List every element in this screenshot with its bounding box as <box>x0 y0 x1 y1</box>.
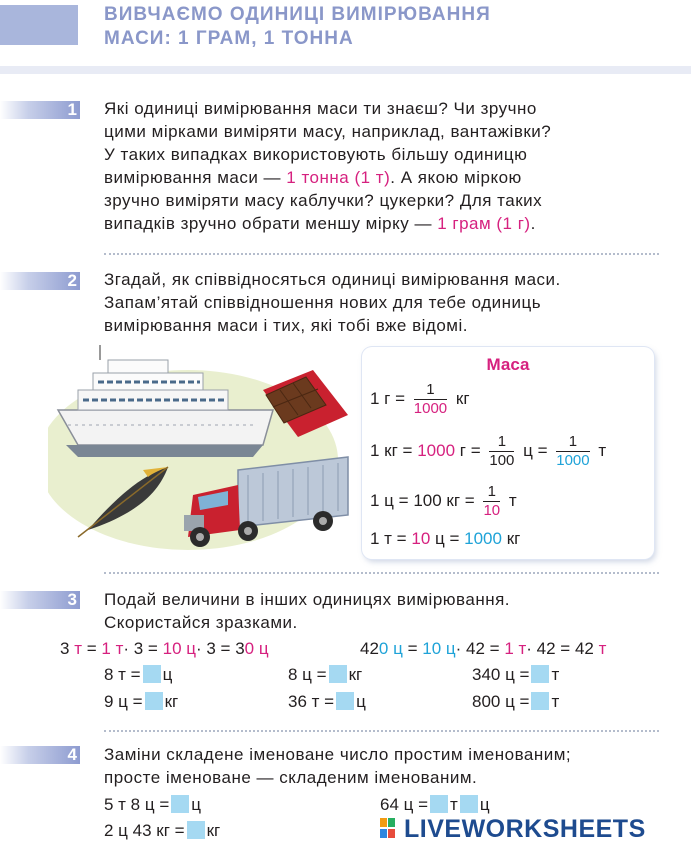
text-span: кг <box>206 821 221 840</box>
text-span: випадків зручно обрати меншу мірку — <box>104 214 438 233</box>
page-title <box>104 3 491 51</box>
value-highlight: 1000 <box>417 440 456 460</box>
mass-card <box>362 347 654 559</box>
text-span: 42 <box>360 639 379 658</box>
value-highlight: т <box>598 639 607 658</box>
answer-box[interactable] <box>531 692 549 710</box>
denominator: 100 <box>489 452 515 469</box>
dotted-divider <box>104 572 659 574</box>
text-span: ц <box>356 692 366 711</box>
text-span: · 42 = 42 <box>526 639 594 658</box>
task-number-2: 2 <box>0 272 80 290</box>
answer-box[interactable] <box>336 692 354 710</box>
fraction <box>556 433 589 470</box>
text-span: ц = <box>435 529 460 548</box>
numerator: 1 <box>483 483 500 502</box>
title-line-1: ВИВЧАЄМО ОДИНИЦІ ВИМІРЮВАННЯ <box>104 4 491 25</box>
dotted-divider <box>104 730 659 732</box>
task-number-4: 4 <box>0 746 80 764</box>
illustration <box>48 345 356 555</box>
task-1-line: Які одиниці вимірювання маси ти знаєш? Чи зручно <box>104 99 537 118</box>
answer-box[interactable] <box>145 692 163 710</box>
text-span: ц <box>479 795 490 814</box>
text-span: ц = <box>523 440 548 460</box>
dotted-divider <box>104 253 659 255</box>
text-span: 1 ц = <box>370 490 409 510</box>
task-3-text <box>104 588 510 634</box>
text-span: 64 ц = <box>380 795 429 814</box>
text-span: т <box>508 490 517 510</box>
task-1-line <box>104 166 551 189</box>
text-span: 1 т = <box>370 529 407 548</box>
task-4-line: просте іменоване — складеним іменованим. <box>104 768 478 787</box>
fraction <box>483 483 500 520</box>
text-span: кг <box>506 529 521 548</box>
example-2 <box>360 639 606 659</box>
task-3-line: Подай величини в інших одиницях вимірювання. <box>104 590 511 609</box>
text-span: 8 т = <box>104 665 141 684</box>
relation-tonne <box>370 529 520 549</box>
text-span: кг = <box>446 490 475 510</box>
task-2-line: Запам’ятай співвідношення нових для тебе одиниць <box>104 293 542 312</box>
text-span: · 42 = <box>455 639 500 658</box>
value-highlight: 1000 <box>464 529 502 548</box>
text-span: 3 <box>60 639 70 658</box>
answer-box[interactable] <box>187 821 205 839</box>
text-span: кг <box>455 388 470 408</box>
text-span: г = <box>459 440 481 460</box>
header-divider <box>0 66 691 74</box>
value-highlight: 0 ц <box>378 639 403 658</box>
numerator: 1 <box>556 433 589 452</box>
task-4-text <box>104 743 571 789</box>
text-span: . <box>530 214 536 233</box>
value-highlight: 10 ц <box>162 639 196 658</box>
text-span: 1 г = <box>370 388 406 408</box>
text-span: 2 ц 43 кг = <box>104 821 185 840</box>
exercise-item <box>104 665 172 685</box>
text-span: кг <box>348 665 363 684</box>
task-1-line: цими мірками виміряти масу, наприклад, вантажівки? <box>104 122 552 141</box>
exercise-item <box>380 795 490 815</box>
task-2-line: Згадай, як співвідносяться одиниці вимірювання маси. <box>104 270 561 289</box>
answer-box[interactable] <box>531 665 549 683</box>
numerator: 1 <box>414 381 447 400</box>
term-tonne: 1 тонна (1 т) <box>286 168 391 187</box>
numerator: 1 <box>489 433 514 452</box>
text-span: 800 ц = <box>472 692 530 711</box>
watermark[interactable] <box>380 815 646 844</box>
card-title: Маса <box>486 355 530 374</box>
example-1 <box>60 639 269 659</box>
exercise-item <box>472 692 559 712</box>
header-bar <box>0 5 78 45</box>
value-highlight: 10 <box>411 529 431 548</box>
text-span: 100 <box>413 490 442 510</box>
text-span: т <box>450 795 458 814</box>
liveworksheets-logo-icon <box>380 818 404 840</box>
relation-centner <box>370 483 517 520</box>
exercise-item <box>104 692 178 712</box>
text-span: т <box>551 665 560 684</box>
text-span: . А якою міркою <box>390 168 522 187</box>
exercise-item <box>472 665 559 685</box>
text-span: т <box>598 440 607 460</box>
answer-box[interactable] <box>329 665 347 683</box>
text-span: 5 т 8 ц = <box>104 795 170 814</box>
answer-box[interactable] <box>430 795 448 813</box>
denominator: 1000 <box>556 452 590 469</box>
task-1-line: зручно виміряти масу каблучки? цукерки? Для таких <box>104 191 543 210</box>
answer-box[interactable] <box>143 665 161 683</box>
text-span: 340 ц = <box>472 665 530 684</box>
relation-kilogram <box>370 433 606 470</box>
exercise-item <box>288 692 366 712</box>
task-1-text <box>104 97 551 235</box>
task-3-line: Скористайся зразками. <box>104 613 298 632</box>
text-span: кг <box>164 692 179 711</box>
denominator: 1000 <box>413 400 448 417</box>
relation-gram <box>370 381 470 418</box>
exercise-item <box>104 795 201 815</box>
text-span: вимірювання маси — <box>104 168 287 187</box>
text-span: 1 кг = <box>370 440 413 460</box>
exercise-item <box>288 665 362 685</box>
text-span: ц <box>162 665 173 684</box>
task-1-line <box>104 212 551 235</box>
task-number-1: 1 <box>0 101 80 119</box>
text-span: 36 т = <box>288 692 335 711</box>
fraction <box>489 433 514 470</box>
text-span: ц <box>191 795 202 814</box>
text-span: 8 ц = <box>288 665 327 684</box>
value-highlight: 0 ц <box>244 639 269 658</box>
text-span: т <box>551 692 560 711</box>
value-highlight: 10 ц <box>422 639 456 658</box>
text-span: = <box>407 639 418 658</box>
text-span: 9 ц = <box>104 692 143 711</box>
text-span: · 3 = 3 <box>195 639 245 658</box>
denominator: 10 <box>483 502 501 519</box>
task-2-text <box>104 268 561 337</box>
value-highlight: 1 т <box>101 639 124 658</box>
value-highlight: 1 т <box>504 639 527 658</box>
term-gram: 1 грам (1 г) <box>437 214 531 233</box>
exercise-item <box>104 821 220 841</box>
watermark-text: LIVEWORKSHEETS <box>404 815 646 843</box>
title-line-2: МАСИ: 1 ГРАМ, 1 ТОННА <box>104 28 354 49</box>
fraction <box>414 381 447 418</box>
task-1-line: У таких випадках використовують більшу одиницю <box>104 145 528 164</box>
answer-box[interactable] <box>171 795 189 813</box>
answer-box[interactable] <box>460 795 478 813</box>
text-span: = <box>86 639 97 658</box>
text-span: · 3 = <box>123 639 158 658</box>
value-highlight: т <box>74 639 82 658</box>
task-2-line: вимірювання маси і тих, які тобі вже відомі. <box>104 316 468 335</box>
task-number-3: 3 <box>0 591 80 609</box>
task-4-line: Заміни складене іменоване число простим іменованим; <box>104 745 572 764</box>
